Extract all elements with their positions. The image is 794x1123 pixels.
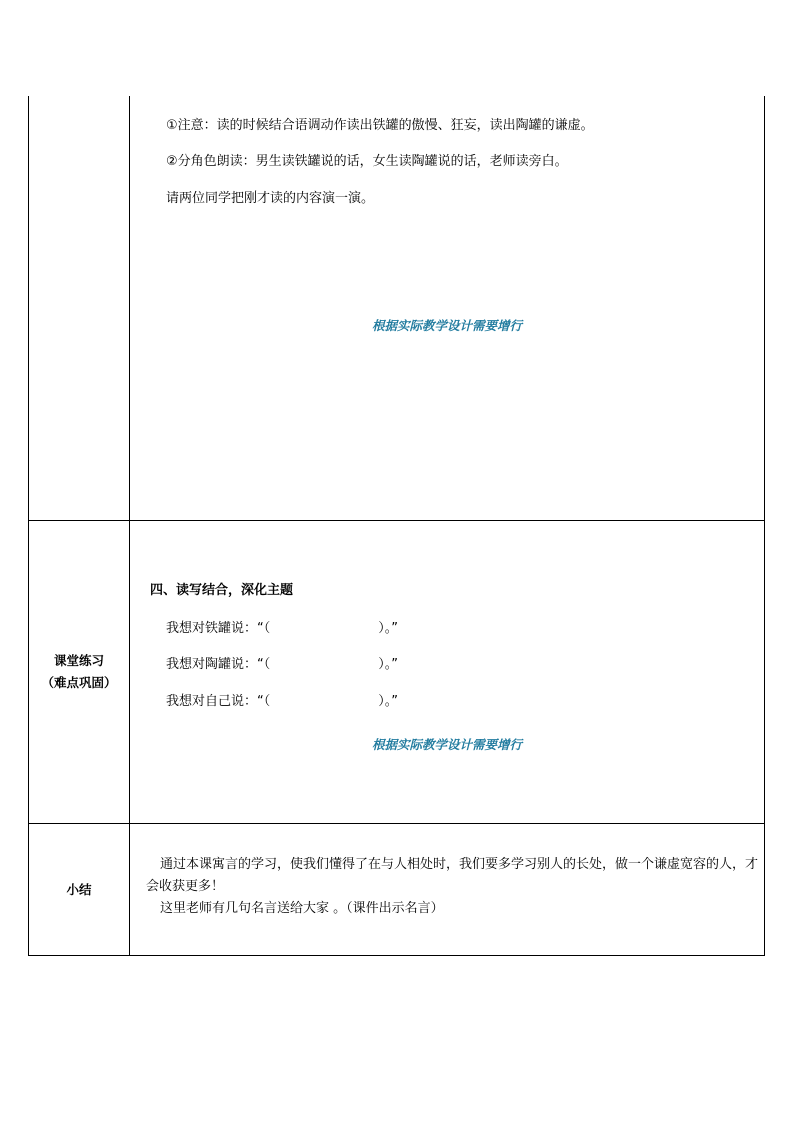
practice-content-cell <box>130 521 764 823</box>
prompt-prefix: 我想对自己说：“（ <box>166 694 271 709</box>
reading-line-3: 请两位同学把刚才读的内容演一演。 <box>166 191 375 206</box>
lesson-plan-table <box>28 96 765 956</box>
practice-sublabel: （难点巩固） <box>41 675 117 690</box>
prompt-suffix: ）。” <box>378 694 398 709</box>
summary-label-cell <box>29 824 130 955</box>
summary-row <box>29 824 764 955</box>
reading-line-2: ②分角色朗读：男生读铁罐说的话，女生读陶罐说的话，老师读旁白。 <box>166 154 568 169</box>
practice-label-cell <box>29 521 130 823</box>
prompt-prefix: 我想对铁罐说：“（ <box>166 621 271 636</box>
prompt-prefix: 我想对陶罐说：“（ <box>166 657 271 672</box>
reading-label-cell <box>29 96 130 520</box>
add-rows-note: 根据实际教学设计需要增行 <box>371 737 522 752</box>
prompt-iron-pot <box>166 617 398 636</box>
reading-row <box>29 96 764 521</box>
practice-heading: 四、读写结合，深化主题 <box>150 583 294 598</box>
prompt-self <box>166 690 398 709</box>
practice-label: 课堂练习 <box>53 653 104 668</box>
prompt-clay-pot <box>166 653 398 672</box>
reading-content-cell <box>130 96 764 520</box>
summary-content-cell <box>130 824 764 955</box>
summary-label: 小结 <box>66 881 92 897</box>
summary-paragraph-2: 这里老师有几句名言送给大家 。（课件出示名言） <box>160 901 444 916</box>
practice-row <box>29 521 764 824</box>
add-rows-note: 根据实际教学设计需要增行 <box>371 318 522 333</box>
prompt-suffix: ）。” <box>378 621 398 636</box>
prompt-suffix: ）。” <box>378 657 398 672</box>
reading-line-1: ①注意：读的时候结合语调动作读出铁罐的傲慢、狂妄，读出陶罐的谦虚。 <box>166 118 594 133</box>
summary-paragraph-1: 通过本课寓言的学习，使我们懂得了在与人相处时，我们要多学习别人的长处，做一个谦虚宽容的人，才会收获更多！ <box>146 857 759 894</box>
